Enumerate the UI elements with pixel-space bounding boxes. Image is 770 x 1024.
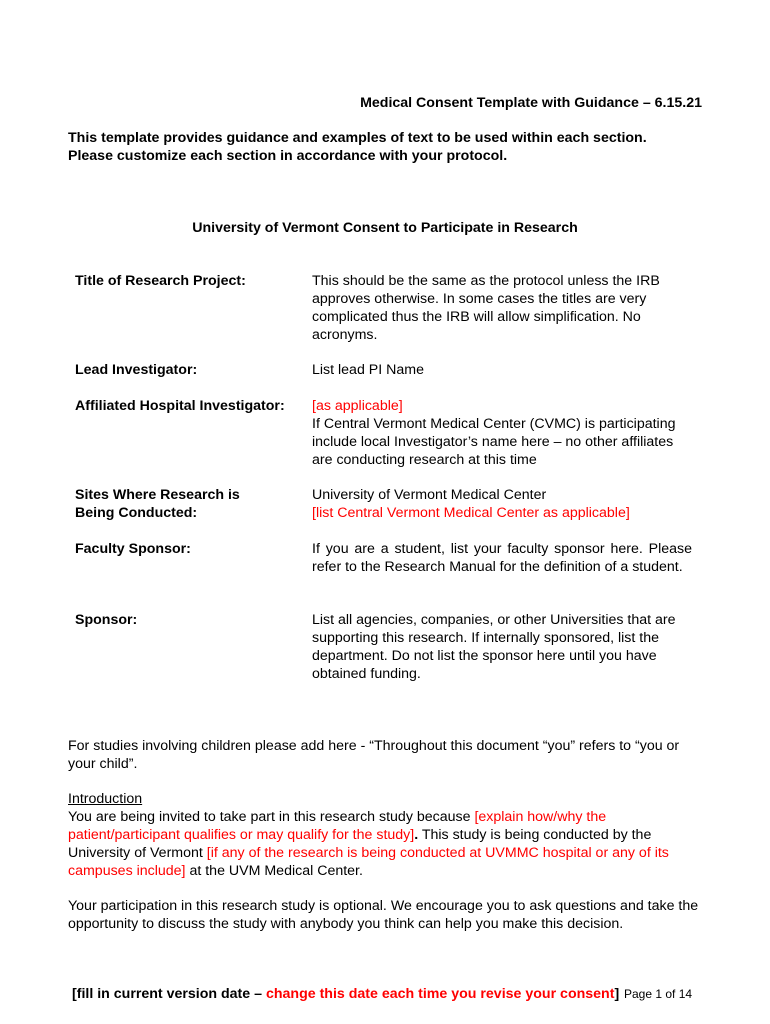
sites-label [75, 486, 305, 522]
footer-red-note: change this date each time you revise your consent [265, 986, 615, 1002]
affiliated-investigator-text: If Central Vermont Medical Center (CVMC) is participating include local Investigator’s name here – no other affiliates are conducting research at this time [312, 416, 676, 468]
sponsor-value: List all agencies, companies, or other Universities that are supporting this research. If internally sponsored, list the department. Do not list the sponsor here until you have obtained funding. [312, 612, 676, 682]
sites-value-cvmc-note: [list Central Vermont Medical Center as applicable] [312, 505, 630, 521]
lead-investigator-label: Lead Investigator: [75, 362, 198, 378]
affiliated-applicable-note: [as applicable] [312, 398, 403, 414]
introduction-section [68, 790, 708, 880]
intro-text-4: at the UVM Medical Center. [185, 863, 363, 879]
lead-investigator-value: List lead PI Name [312, 362, 424, 378]
introduction-heading: Introduction [68, 791, 143, 807]
affiliated-investigator-label: Affiliated Hospital Investigator: [75, 398, 285, 414]
footer-version-date [72, 985, 619, 1003]
footer-prefix: [fill in current version date – [72, 986, 266, 1002]
guidance-line-2: Please customize each section in accordance with your protocol. [68, 148, 508, 164]
intro-text-3: This study is being conducted by the University of Vermont [68, 827, 652, 861]
sites-value-uvmmc: University of Vermont Medical Center [312, 487, 547, 503]
affiliated-investigator-value [312, 397, 692, 469]
guidance-line-1: This template provides guidance and examples of text to be used within each section. [68, 130, 647, 146]
participation-paragraph: Your participation in this research study is optional. We encourage you to ask questions and take the opportunity to discuss the study with anybody you think can help you make this decision. [68, 898, 699, 932]
intro-text-1: You are being invited to take part in this research study because [68, 809, 475, 825]
consent-form-title: University of Vermont Consent to Participate in Research [192, 220, 578, 236]
template-guidance-note [68, 129, 718, 165]
sites-value [312, 486, 692, 522]
intro-red-note-1: [explain how/why the patient/participant qualifies or may qualify for the study] [68, 809, 607, 843]
children-note-paragraph: For studies involving children please add here - “Throughout this document “you” refers to “you or your child”. [68, 738, 680, 772]
document-header-title: Medical Consent Template with Guidance – 6.15.21 [360, 95, 702, 111]
intro-text-2: . [414, 827, 419, 843]
page-number: Page 1 of 14 [624, 987, 693, 1001]
faculty-sponsor-label: Faculty Sponsor: [75, 541, 191, 557]
sites-label-line-1: Sites Where Research is [75, 487, 240, 503]
intro-red-note-2: [if any of the research is being conducted at UVMMC hospital or any of its campuses include] [68, 845, 669, 879]
introduction-paragraph [68, 808, 708, 880]
faculty-sponsor-value: If you are a student, list your faculty sponsor here. Please refer to the Research Manual for the definition of a student. [312, 541, 692, 575]
title-label: Title of Research Project: [75, 273, 246, 289]
title-value: This should be the same as the protocol unless the IRB approves otherwise. In some cases the titles are very complicated thus the IRB will allow simplification. No acronyms. [312, 273, 660, 343]
footer-suffix: ] [614, 986, 620, 1002]
sponsor-label: Sponsor: [75, 612, 138, 628]
sites-label-line-2: Being Conducted: [75, 505, 198, 521]
